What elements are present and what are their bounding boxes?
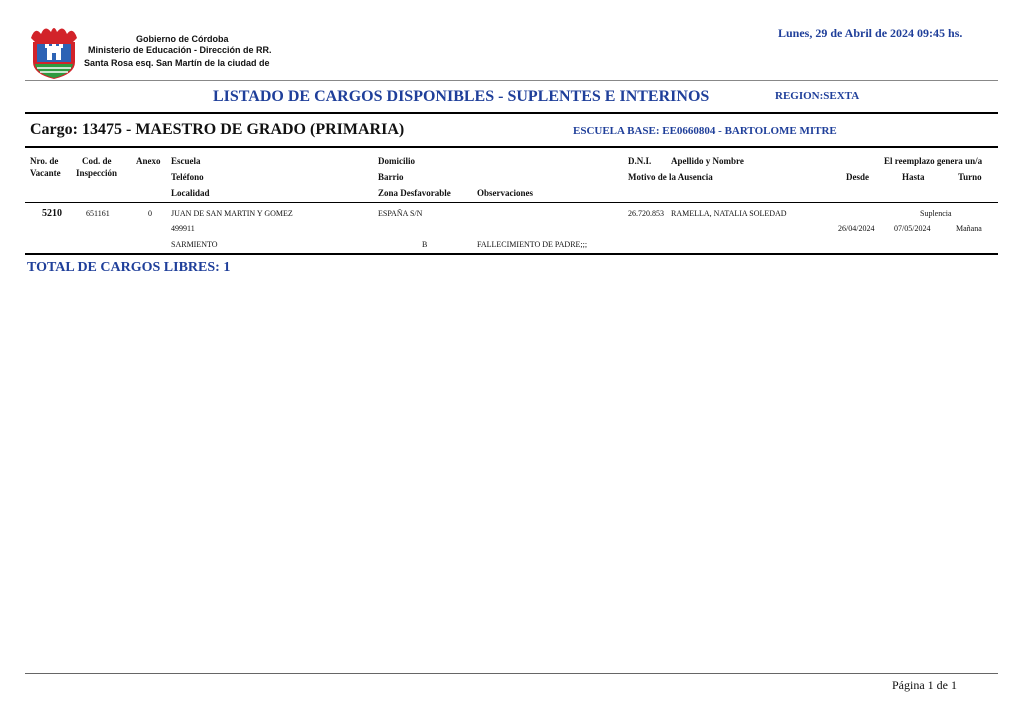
col-dni: D.N.I. — [628, 156, 652, 166]
col-observaciones: Observaciones — [477, 188, 533, 198]
col-nro-vacante-l1: Nro. de — [30, 156, 59, 166]
col-motivo-ausencia: Motivo de la Ausencia — [628, 172, 713, 182]
cell-zona: B — [422, 240, 428, 249]
region-label: REGION:SEXTA — [775, 90, 860, 102]
col-domicilio: Domicilio — [378, 156, 415, 166]
header-divider — [25, 80, 998, 81]
cell-turno: Mañana — [956, 224, 982, 233]
cell-apellido-nombre: RAMELLA, NATALIA SOLEDAD — [671, 209, 787, 218]
col-desde: Desde — [846, 172, 869, 182]
title-divider — [25, 112, 998, 114]
cell-telefono: 499911 — [171, 224, 195, 233]
total-cargos-libres — [27, 260, 230, 276]
col-apellido-nombre: Apellido y Nombre — [671, 156, 744, 166]
cargo-title: Cargo: 13475 - MAESTRO DE GRADO (PRIMARIA) — [30, 121, 405, 138]
org-ministry: Ministerio de Educación - Dirección de RR. — [88, 45, 272, 55]
report-datetime: Lunes, 29 de Abril de 2024 09:45 hs. — [778, 26, 963, 40]
cell-reemplazo: Suplencia — [920, 209, 952, 218]
col-cod-inspeccion-l2: Inspección — [76, 168, 118, 178]
cargo-divider — [25, 146, 998, 148]
col-telefono: Teléfono — [171, 172, 204, 182]
cell-observaciones: FALLECIMIENTO DE PADRE;;; — [477, 240, 588, 249]
col-turno: Turno — [958, 172, 982, 182]
col-localidad: Localidad — [171, 188, 210, 198]
page-number: Página 1 de 1 — [892, 678, 957, 692]
total-value: 1 — [223, 260, 231, 275]
escuela-base: ESCUELA BASE: EE0660804 - BARTOLOME MITRE — [573, 125, 837, 137]
col-anexo: Anexo — [136, 156, 161, 166]
table-end-divider — [25, 253, 998, 255]
cell-desde: 26/04/2024 — [838, 224, 875, 233]
col-zona-desfavorable: Zona Desfavorable — [378, 188, 451, 198]
col-barrio: Barrio — [378, 172, 404, 182]
cell-anexo: 0 — [148, 209, 152, 218]
cordoba-coat-of-arms-icon — [27, 24, 81, 80]
cell-hasta: 07/05/2024 — [894, 224, 931, 233]
col-nro-vacante-l2: Vacante — [30, 168, 61, 178]
col-hasta: Hasta — [902, 172, 925, 182]
cell-escuela: JUAN DE SAN MARTIN Y GOMEZ — [171, 209, 293, 218]
col-cod-inspeccion-l1: Cod. de — [82, 156, 112, 166]
org-address: Santa Rosa esq. San Martín de la ciudad de — [84, 58, 270, 68]
col-escuela: Escuela — [171, 156, 201, 166]
cell-cod-inspeccion: 651161 — [86, 209, 110, 218]
col-reemplazo: El reemplazo genera un/a — [884, 156, 983, 166]
footer-divider — [25, 673, 998, 674]
cell-nro-vacante: 5210 — [42, 208, 62, 219]
org-name: Gobierno de Córdoba — [136, 34, 229, 44]
total-label: TOTAL DE CARGOS LIBRES: — [27, 260, 220, 275]
page-title: LISTADO DE CARGOS DISPONIBLES - SUPLENTES E INTERINOS — [213, 88, 710, 105]
cell-localidad: SARMIENTO — [171, 240, 218, 249]
table-header-divider — [25, 202, 998, 203]
cell-domicilio: ESPAÑA S/N — [378, 209, 423, 218]
cell-dni: 26.720.853 — [628, 209, 664, 218]
